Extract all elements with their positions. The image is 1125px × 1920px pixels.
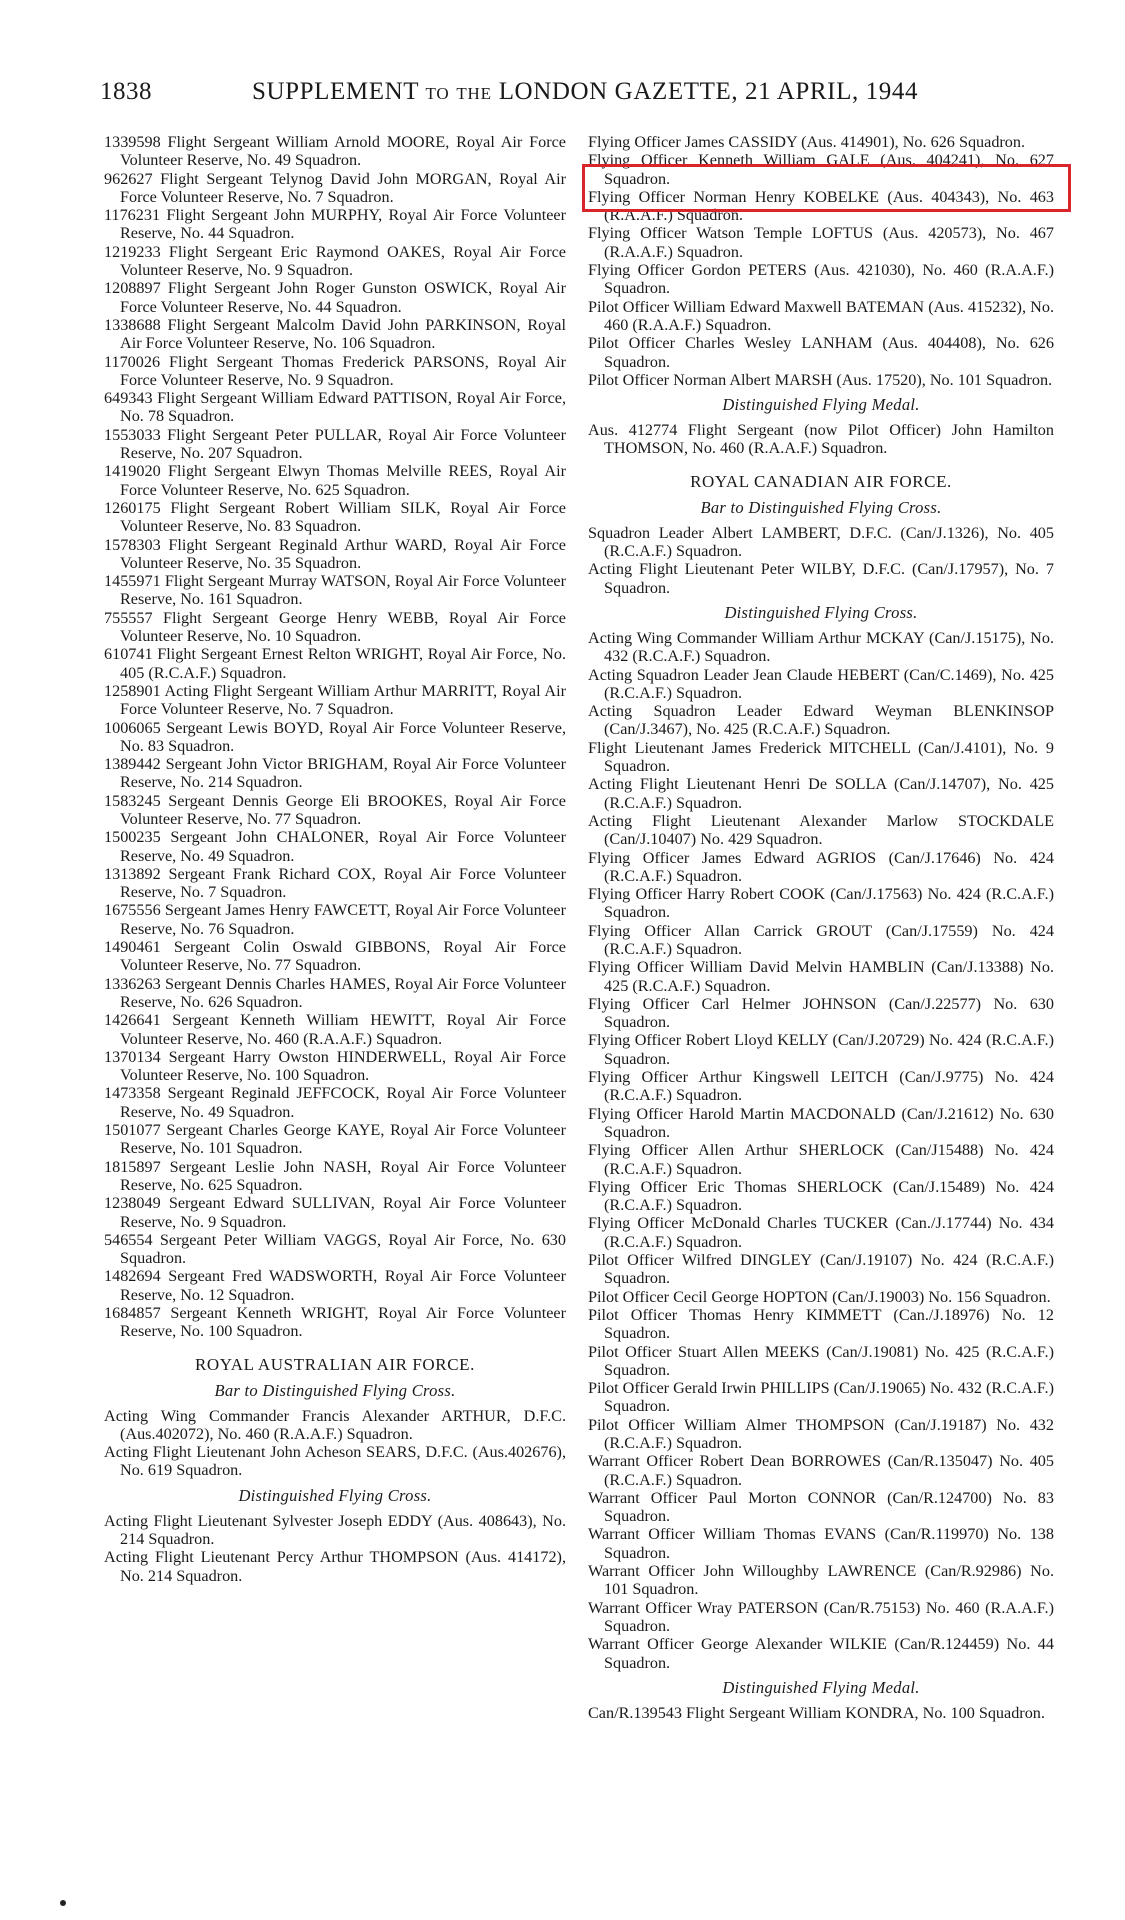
page-number: 1838 bbox=[100, 78, 152, 105]
right-entries-e bbox=[588, 1704, 1054, 1722]
gazette-entry: 1338688 Flight Sergeant Malcolm David John PARKINSON, Royal Air Force Volunteer Reserve, No. 106 Squadron. bbox=[104, 315, 566, 353]
raaf-dfm-heading: Distinguished Flying Medal. bbox=[722, 395, 920, 415]
gazette-entry: 1176231 Flight Sergeant John MURPHY, Royal Air Force Volunteer Reserve, No. 44 Squadron. bbox=[104, 206, 566, 243]
gazette-entry: Flying Officer Kenneth William GALE (Aus. 404241), No. 627 Squadron. bbox=[588, 151, 1054, 188]
gazette-entry: Acting Wing Commander Francis Alexander ARTHUR, D.F.C. (Aus.402072), No. 460 (R.A.A.F.) Squadron. bbox=[104, 1406, 566, 1443]
gazette-entry: Pilot Officer Thomas Henry KIMMETT (Can./J.18976) No. 12 Squadron. bbox=[588, 1305, 1054, 1343]
gazette-entry: Pilot Officer Norman Albert MARSH (Aus. 17520), No. 101 Squadron. bbox=[588, 370, 1053, 389]
left-entries-b bbox=[104, 1407, 566, 1480]
gazette-entry: Acting Flight Lieutenant Alexander Marlow STOCKDALE (Can/J.10407) No. 429 Squadron. bbox=[588, 811, 1054, 849]
gazette-entry: Acting Flight Lieutenant Sylvester Joseph EDDY (Aus. 408643), No. 214 Squadron. bbox=[104, 1511, 566, 1549]
right-column bbox=[588, 133, 1054, 1722]
right-entries-d bbox=[588, 629, 1054, 1672]
gazette-entry: Pilot Officer Stuart Allen MEEKS (Can/J.19081) No. 425 (R.C.A.F.) Squadron. bbox=[588, 1342, 1054, 1379]
gazette-entry: Pilot Officer Gerald Irwin PHILLIPS (Can/J.19065) No. 432 (R.C.A.F.) Squadron. bbox=[588, 1379, 1054, 1416]
page-header bbox=[100, 78, 1040, 114]
gazette-entry: Flying Officer Carl Helmer JOHNSON (Can/J.22577) No. 630 Squadron. bbox=[588, 994, 1054, 1032]
gazette-entry: Flying Officer Norman Henry KOBELKE (Aus. 404343), No. 463 (R.A.A.F.) Squadron. bbox=[588, 187, 1054, 225]
gazette-entry: Pilot Officer Charles Wesley LANHAM (Aus. 404408), No. 626 Squadron. bbox=[588, 334, 1054, 371]
gazette-entry: Pilot Officer Wilfred DINGLEY (Can/J.19107) No. 424 (R.C.A.F.) Squadron. bbox=[588, 1251, 1054, 1288]
gazette-entry: Acting Flight Lieutenant Percy Arthur THOMPSON (Aus. 414172), No. 214 Squadron. bbox=[104, 1548, 566, 1585]
gazette-entry: 1208897 Flight Sergeant John Roger Gunston OSWICK, Royal Air Force Volunteer Reserve, No. 44 Squadron. bbox=[104, 279, 566, 316]
gazette-entry: 1473358 Sergeant Reginald JEFFCOCK, Royal Air Force Volunteer Reserve, No. 49 Squadron. bbox=[104, 1084, 566, 1121]
gazette-entry: 1482694 Sergeant Fred WADSWORTH, Royal Air Force Volunteer Reserve, No. 12 Squadron. bbox=[104, 1267, 566, 1304]
gazette-entry: Pilot Officer Cecil George HOPTON (Can/J.19003) No. 156 Squadron. bbox=[588, 1287, 1051, 1306]
gazette-entry: 1578303 Flight Sergeant Reginald Arthur WARD, Royal Air Force Volunteer Reserve, No. 35 Squadron. bbox=[104, 535, 566, 572]
gazette-entry: Warrant Officer Wray PATERSON (Can/R.75153) No. 460 (R.A.A.F.) Squadron. bbox=[588, 1598, 1054, 1635]
gazette-entry: 962627 Flight Sergeant Telynog David John MORGAN, Royal Air Force Volunteer Reserve, No. 7 Squadron. bbox=[104, 169, 566, 206]
gazette-entry: Flying Officer William David Melvin HAMBLIN (Can/J.13388) No. 425 (R.C.A.F.) Squadron. bbox=[588, 958, 1054, 995]
gazette-entry: 1455971 Flight Sergeant Murray WATSON, Royal Air Force Volunteer Reserve, No. 161 Squadron. bbox=[104, 572, 566, 609]
gazette-entry: 1370134 Sergeant Harry Owston HINDERWELL, Royal Air Force Volunteer Reserve, No. 100 Squadron. bbox=[104, 1047, 566, 1085]
gazette-entry: Flying Officer Arthur Kingswell LEITCH (Can/J.9775) No. 424 (R.C.A.F.) Squadron. bbox=[588, 1068, 1054, 1105]
rcaf-heading: ROYAL CANADIAN AIR FORCE. bbox=[690, 471, 952, 491]
gazette-entry: 1260175 Flight Sergeant Robert William SILK, Royal Air Force Volunteer Reserve, No. 83 Squadron. bbox=[104, 498, 566, 536]
gazette-entry: 1006065 Sergeant Lewis BOYD, Royal Air Force Volunteer Reserve, No. 83 Squadron. bbox=[104, 718, 566, 755]
gazette-entry: Flying Officer Harry Robert COOK (Can/J.17563) No. 424 (R.C.A.F.) Squadron. bbox=[588, 885, 1054, 922]
gazette-entry: Acting Flight Lieutenant Henri De SOLLA (Can/J.14707), No. 425 (R.C.A.F.) Squadron. bbox=[588, 775, 1054, 812]
gazette-entry: Flying Officer Robert Lloyd KELLY (Can/J.20729) No. 424 (R.C.A.F.) Squadron. bbox=[588, 1031, 1054, 1068]
raaf-dfc-heading: Distinguished Flying Cross. bbox=[238, 1485, 432, 1505]
rcaf-dfm-heading: Distinguished Flying Medal. bbox=[722, 1677, 920, 1697]
highlight-box bbox=[582, 164, 1071, 212]
left-entries-c bbox=[104, 1512, 566, 1585]
gazette-entry: Acting Flight Lieutenant John Acheson SEARS, D.F.C. (Aus.402676), No. 619 Squadron. bbox=[104, 1443, 566, 1480]
gazette-entry: 649343 Flight Sergeant William Edward PATTISON, Royal Air Force, No. 78 Squadron. bbox=[104, 389, 566, 426]
gazette-entry: 1339598 Flight Sergeant William Arnold MOORE, Royal Air Force Volunteer Reserve, No. 49 Squadron. bbox=[104, 133, 566, 170]
raaf-heading: ROYAL AUSTRALIAN AIR FORCE. bbox=[194, 1354, 476, 1374]
gazette-entry: Warrant Officer Robert Dean BORROWES (Can/R.135047) No. 405 (R.C.A.F.) Squadron. bbox=[588, 1452, 1054, 1489]
gazette-entry: Flying Officer Watson Temple LOFTUS (Aus. 420573), No. 467 (R.A.A.F.) Squadron. bbox=[588, 224, 1054, 261]
gazette-entry: 1258901 Acting Flight Sergeant William Arthur MARRITT, Royal Air Force Volunteer Reserve, No. 7 Squadron. bbox=[104, 681, 566, 719]
gazette-entry: Pilot Officer William Almer THOMPSON (Can/J.19187) No. 432 (R.C.A.F.) Squadron. bbox=[588, 1415, 1054, 1452]
gazette-entry: 1238049 Sergeant Edward SULLIVAN, Royal Air Force Volunteer Reserve, No. 9 Squadron. bbox=[104, 1194, 566, 1231]
gazette-entry: 1553033 Flight Sergeant Peter PULLAR, Royal Air Force Volunteer Reserve, No. 207 Squadron. bbox=[104, 425, 566, 463]
gazette-entry: 1336263 Sergeant Dennis Charles HAMES, Royal Air Force Volunteer Reserve, No. 626 Squadron. bbox=[104, 974, 566, 1011]
gazette-entry: 1389442 Sergeant John Victor BRIGHAM, Royal Air Force Volunteer Reserve, No. 214 Squadron. bbox=[104, 755, 566, 792]
gazette-entry: Flying Officer James CASSIDY (Aus. 414901), No. 626 Squadron. bbox=[588, 133, 1026, 151]
gazette-entry: 1684857 Sergeant Kenneth WRIGHT, Royal Air Force Volunteer Reserve, No. 100 Squadron. bbox=[104, 1304, 566, 1341]
gazette-entry: Acting Flight Lieutenant Peter WILBY, D.F.C. (Can/J.17957), No. 7 Squadron. bbox=[588, 560, 1054, 597]
gazette-entry: Can/R.139543 Flight Sergeant William KONDRA, No. 100 Squadron. bbox=[588, 1703, 1045, 1722]
gazette-entry: 1501077 Sergeant Charles George KAYE, Royal Air Force Volunteer Reserve, No. 101 Squadron. bbox=[104, 1121, 566, 1158]
gazette-entry: Flying Officer Allan Carrick GROUT (Can/J.17559) No. 424 (R.C.A.F.) Squadron. bbox=[588, 921, 1054, 958]
gazette-entry: 1313892 Sergeant Frank Richard COX, Royal Air Force Volunteer Reserve, No. 7 Squadron. bbox=[104, 864, 566, 902]
gazette-entry: Warrant Officer Paul Morton CONNOR (Can/R.124700) No. 83 Squadron. bbox=[588, 1488, 1054, 1526]
gazette-entry: Acting Squadron Leader Edward Weyman BLENKINSOP (Can/J.3467), No. 425 (R.C.A.F.) Squadron. bbox=[588, 702, 1054, 739]
gazette-entry: 546554 Sergeant Peter William VAGGS, Royal Air Force, No. 630 Squadron. bbox=[104, 1230, 566, 1268]
gazette-entry: 1426641 Sergeant Kenneth William HEWITT, Royal Air Force Volunteer Reserve, No. 460 (R.A.A.F.) Squadron. bbox=[104, 1011, 566, 1048]
gazette-entry: Flying Officer Harold Martin MACDONALD (Can/J.21612) No. 630 Squadron. bbox=[588, 1104, 1054, 1141]
gazette-entry: Acting Wing Commander William Arthur MCKAY (Can/J.15175), No. 432 (R.C.A.F.) Squadron. bbox=[588, 628, 1054, 666]
gazette-entry: Flying Officer James Edward AGRIOS (Can/J.17646) No. 424 (R.C.A.F.) Squadron. bbox=[588, 848, 1054, 885]
gazette-entry: 1170026 Flight Sergeant Thomas Frederick PARSONS, Royal Air Force Volunteer Reserve, No. 9 Squadron. bbox=[104, 352, 566, 389]
rcaf-bar-dfc-heading: Bar to Distinguished Flying Cross. bbox=[700, 497, 942, 517]
gazette-entry: 1490461 Sergeant Colin Oswald GIBBONS, Royal Air Force Volunteer Reserve, No. 77 Squadron. bbox=[104, 938, 566, 975]
gazette-entry: 610741 Flight Sergeant Ernest Relton WRIGHT, Royal Air Force, No. 405 (R.C.A.F.) Squadron. bbox=[104, 645, 566, 682]
gazette-entry: Warrant Officer George Alexander WILKIE (Can/R.124459) No. 44 Squadron. bbox=[588, 1635, 1054, 1672]
gazette-entry: 1419020 Flight Sergeant Elwyn Thomas Melville REES, Royal Air Force Volunteer Reserve, No. 625 Squadron. bbox=[104, 462, 566, 499]
gazette-entry: 755557 Flight Sergeant George Henry WEBB, Royal Air Force Volunteer Reserve, No. 10 Squadron. bbox=[104, 608, 566, 646]
gazette-entry: 1500235 Sergeant John CHALONER, Royal Air Force Volunteer Reserve, No. 49 Squadron. bbox=[104, 828, 566, 865]
gazette-entry: Flying Officer Gordon PETERS (Aus. 421030), No. 460 (R.A.A.F.) Squadron. bbox=[588, 261, 1054, 298]
gazette-entry: Aus. 412774 Flight Sergeant (now Pilot Officer) John Hamilton THOMSON, No. 460 (R.A.A.F.) Squadron. bbox=[588, 421, 1054, 458]
gazette-entry: Flying Officer Eric Thomas SHERLOCK (Can/J.15489) No. 424 (R.C.A.F.) Squadron. bbox=[588, 1177, 1054, 1215]
gazette-entry: Warrant Officer John Willoughby LAWRENCE (Can/R.92986) No. 101 Squadron. bbox=[588, 1562, 1054, 1599]
left-column bbox=[104, 133, 566, 1585]
gazette-entry: Flight Lieutenant James Frederick MITCHELL (Can/J.4101), No. 9 Squadron. bbox=[588, 738, 1054, 776]
gazette-entry: Squadron Leader Albert LAMBERT, D.F.C. (Can/J.1326), No. 405 (R.C.A.F.) Squadron. bbox=[588, 523, 1054, 561]
raaf-bar-dfc-heading: Bar to Distinguished Flying Cross. bbox=[214, 1380, 456, 1400]
gazette-entry: Flying Officer McDonald Charles TUCKER (Can./J.17744) No. 434 (R.C.A.F.) Squadron. bbox=[588, 1214, 1054, 1251]
gazette-entry: 1583245 Sergeant Dennis George Eli BROOKES, Royal Air Force Volunteer Reserve, No. 77 Squadron. bbox=[104, 791, 566, 828]
gazette-entry: Warrant Officer William Thomas EVANS (Can/R.119970) No. 138 Squadron. bbox=[588, 1525, 1054, 1562]
page-title: SUPPLEMENT TO THE LONDON GAZETTE, 21 APRIL, 1944 bbox=[252, 78, 919, 105]
gazette-entry: 1815897 Sergeant Leslie John NASH, Royal Air Force Volunteer Reserve, No. 625 Squadron. bbox=[104, 1157, 566, 1194]
gazette-entry: Acting Squadron Leader Jean Claude HEBERT (Can/C.1469), No. 425 (R.C.A.F.) Squadron. bbox=[588, 665, 1054, 702]
gazette-entry: Pilot Officer William Edward Maxwell BATEMAN (Aus. 415232), No. 460 (R.A.A.F.) Squadron. bbox=[588, 297, 1054, 334]
right-entries-c bbox=[588, 524, 1054, 597]
gazette-entry: 1675556 Sergeant James Henry FAWCETT, Royal Air Force Volunteer Reserve, No. 76 Squadron. bbox=[104, 901, 566, 938]
gazette-entry: Flying Officer Allen Arthur SHERLOCK (Can/J15488) No. 424 (R.C.A.F.) Squadron. bbox=[588, 1141, 1054, 1178]
left-entries-a bbox=[104, 133, 566, 1341]
rcaf-dfc-heading: Distinguished Flying Cross. bbox=[724, 602, 918, 622]
right-entries-b bbox=[588, 421, 1054, 458]
gazette-entry: 1219233 Flight Sergeant Eric Raymond OAKES, Royal Air Force Volunteer Reserve, No. 9 Squadron. bbox=[104, 242, 566, 280]
print-speck bbox=[60, 1900, 66, 1906]
